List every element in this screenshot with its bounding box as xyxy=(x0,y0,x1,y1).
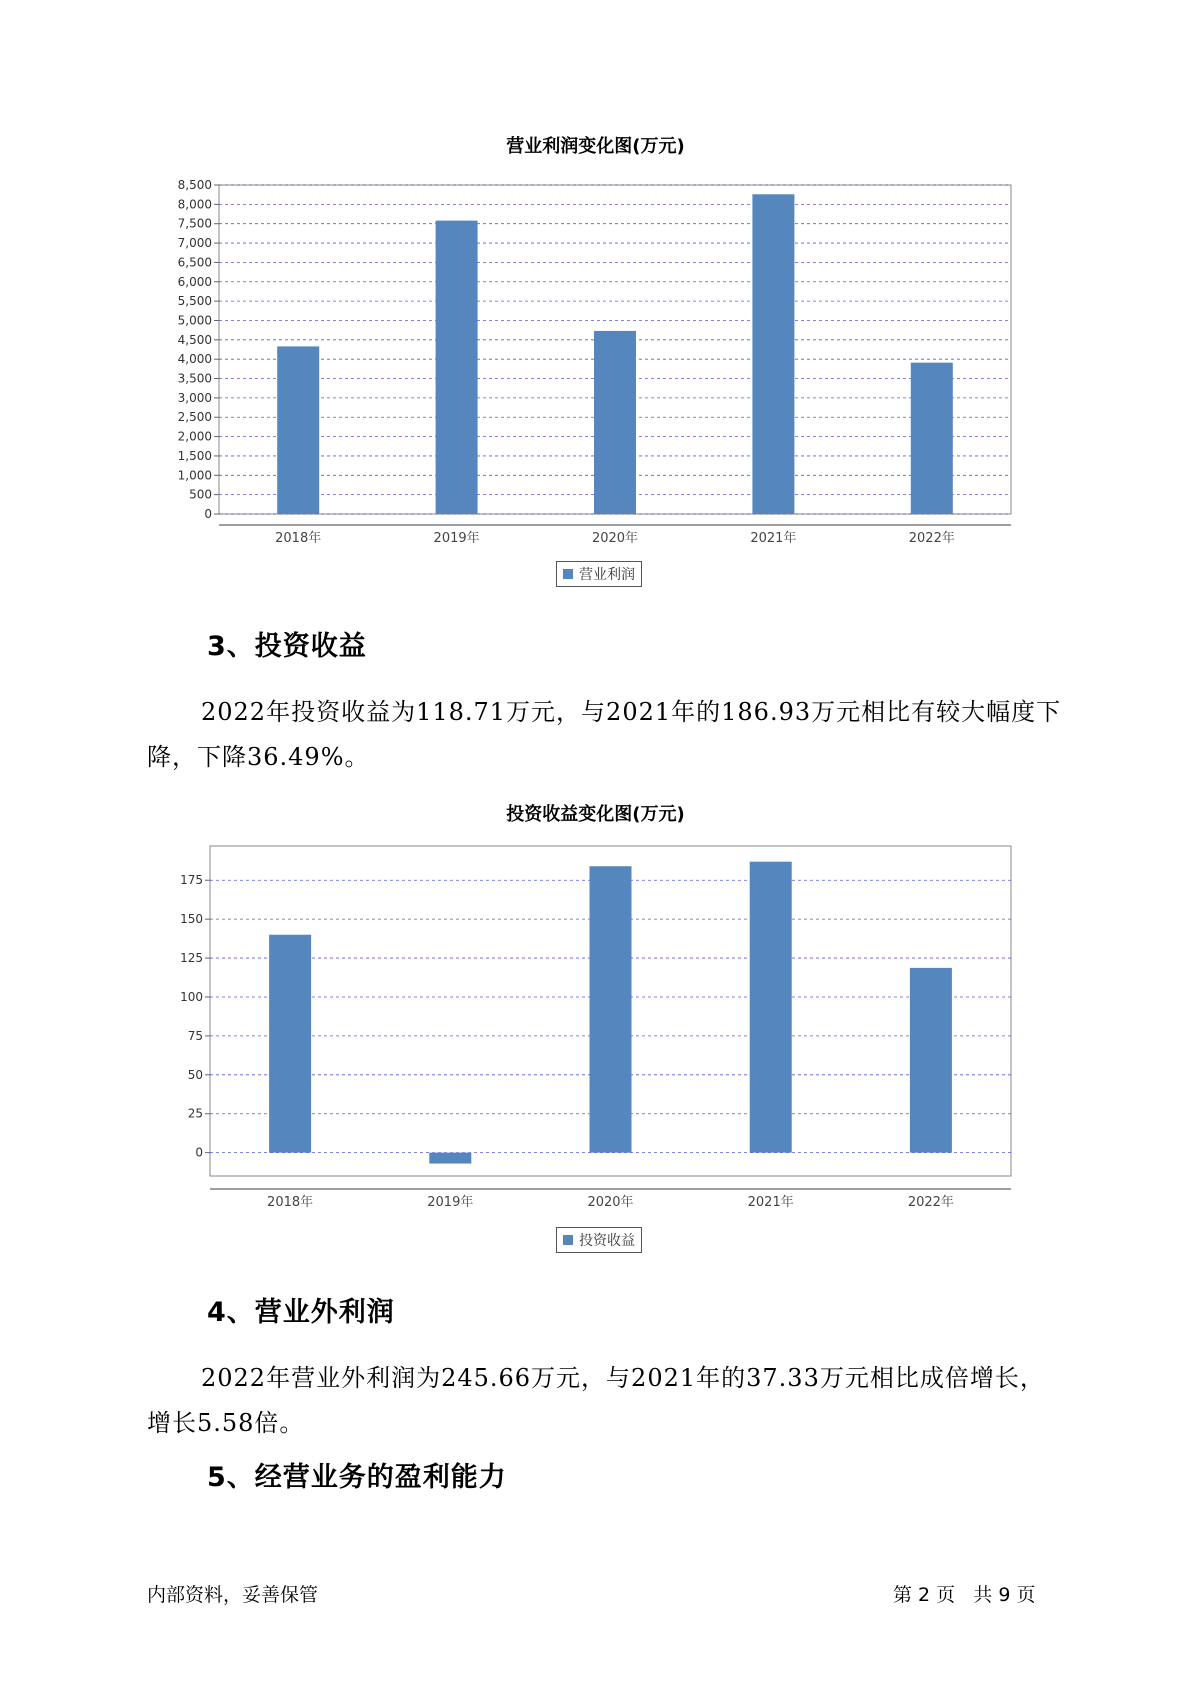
chart-title-operating-profit: 营业利润变化图(万元) xyxy=(506,136,685,157)
paragraph-non-operating-profit: 2022年营业外利润为245.66万元，与2021年的37.33万元相比成倍增长，增长5.58倍。 xyxy=(147,1364,1045,1437)
x-tick-label: 2018年 xyxy=(267,1195,314,1210)
paragraph-investment-income: 2022年投资收益为118.71万元，与2021年的186.93万元相比有较大幅度下降，下降36.49%。 xyxy=(147,698,1062,771)
footer-page-number: 第 2 页 共 9 页 xyxy=(893,1584,1036,1606)
y-tick-label: 175 xyxy=(180,873,203,888)
x-tick-label: 2019年 xyxy=(433,531,480,546)
y-tick-label: 2,000 xyxy=(177,429,212,444)
y-tick-label: 5,000 xyxy=(177,313,212,328)
y-tick-label: 75 xyxy=(187,1028,203,1043)
y-tick-label: 4,000 xyxy=(177,352,212,367)
bar-2019年 xyxy=(429,1153,471,1164)
x-tick-label: 2021年 xyxy=(747,1195,794,1210)
section-heading-operating-profitability: 5、经营业务的盈利能力 xyxy=(207,1462,507,1493)
bar-2020年 xyxy=(590,866,632,1152)
bar-2021年 xyxy=(750,862,792,1153)
y-tick-label: 7,500 xyxy=(177,216,212,231)
y-tick-label: 8,000 xyxy=(177,197,212,212)
x-tick-label: 2021年 xyxy=(750,531,797,546)
y-tick-label: 150 xyxy=(180,912,203,927)
y-tick-label: 500 xyxy=(189,487,212,502)
y-tick-label: 7,000 xyxy=(177,236,212,251)
y-tick-label: 2,500 xyxy=(177,410,212,425)
x-tick-label: 2022年 xyxy=(907,1195,954,1210)
legend-investment-income xyxy=(556,1227,642,1253)
x-tick-label: 2020年 xyxy=(587,1195,634,1210)
y-tick-label: 3,500 xyxy=(177,371,212,386)
x-tick-label: 2018年 xyxy=(275,531,322,546)
y-tick-label: 125 xyxy=(180,951,203,966)
y-tick-label: 1,500 xyxy=(177,448,212,463)
section-heading-investment-income: 3、投资收益 xyxy=(207,631,367,662)
y-tick-label: 3,000 xyxy=(177,390,212,405)
footer-confidential-note: 内部资料，妥善保管 xyxy=(147,1584,319,1606)
y-tick-label: 25 xyxy=(187,1106,203,1121)
y-tick-label: 4,500 xyxy=(177,332,212,347)
legend-label: 营业利润 xyxy=(579,567,635,583)
x-tick-label: 2022年 xyxy=(908,531,955,546)
y-tick-label: 6,500 xyxy=(177,255,212,270)
x-tick-label: 2019年 xyxy=(427,1195,474,1210)
y-tick-label: 50 xyxy=(187,1067,203,1082)
y-tick-label: 8,500 xyxy=(177,178,212,192)
legend-swatch-icon xyxy=(563,1235,573,1245)
section-heading-non-operating-profit: 4、营业外利润 xyxy=(207,1297,395,1328)
y-tick-label: 0 xyxy=(195,1145,203,1160)
y-tick-label: 5,500 xyxy=(177,294,212,309)
y-tick-label: 1,000 xyxy=(177,468,212,483)
y-tick-label: 0 xyxy=(204,507,212,521)
y-tick-label: 6,000 xyxy=(177,274,212,289)
legend-label: 投资收益 xyxy=(579,1233,635,1249)
bar-2018年 xyxy=(269,935,311,1153)
bar-2022年 xyxy=(910,968,952,1153)
x-tick-label: 2020年 xyxy=(591,531,639,546)
chart-title-investment-income: 投资收益变化图(万元) xyxy=(506,804,685,825)
y-tick-label: 100 xyxy=(180,989,203,1004)
